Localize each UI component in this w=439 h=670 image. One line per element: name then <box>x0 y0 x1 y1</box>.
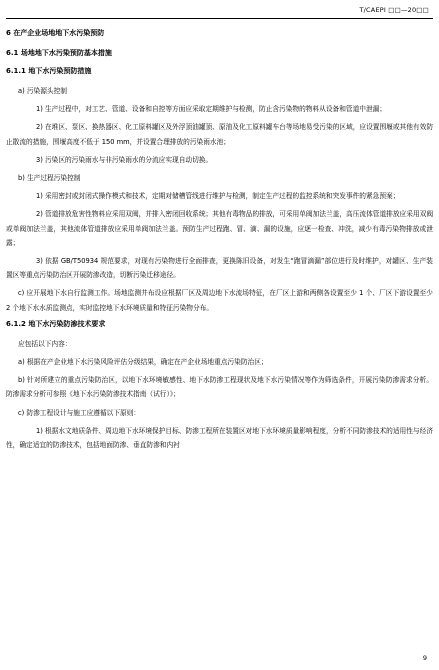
item-b-1: 1) 采用密封或封闭式操作模式和技术，定期对储槽管线进行维护与检测，制定生产过程的监控系统和突发事件的紧急预案； <box>36 192 400 201</box>
section-heading-6-1: 6.1 场地地下水污染预防基本措施 <box>6 49 112 57</box>
requirement-c-1: 1) 根据水文地质条件、周边地下水环境保护目标、防渗工程所在装置区对地下水环境质量影响程度，分析不同防渗技术的适用性与经济性，确定适宜的防渗技术，包括地面防渗、垂直防渗和内衬 <box>6 426 433 450</box>
requirement-b: b) 针对所建立的重点污染防治区，以地下水环境敏感性、地下水防渗工程现状及地下水污染情况等作为筛选条件，开展污染防渗需求分析。防渗需求分析可参照《地下水污染防渗技术指南（试行）》； <box>6 376 433 399</box>
item-a-3: 3) 污染区的污染雨水与非污染雨水的分流应实现自动切换。 <box>36 155 213 164</box>
section-heading-6: 6 在产企业场地地下水污染预防 <box>6 29 105 37</box>
item-c: c) 应开展地下水自行监测工作。场地监测井布设应根据厂区及周边地下水流场特征，在厂区上游和两侧各设置至少 1 个、厂区下游设置至少 2 个地下水水质监测点，实时监控地下水环境质量和特征污染物分布。 <box>6 289 433 312</box>
item-b-2: 2) 管道排放危害性物料应采用双阀，并排入密闭回收系统；其他有毒物品的排放，可采用单阀加法兰盖，高压流体管道排放应采用双阀或单阀加法兰盖，其他流体管道排放应采用单阀加法兰盖。预防生产过程跑、冒、滴、漏的设施，应逐一检查、冲洗，减少有毒污染物排放或泄露； <box>6 210 433 247</box>
item-a-1: 1) 生产过程中，对工艺、管道、设备和自控等方面应采取定期维护与检测，防止含污染物的物料从设备和管道中泄漏； <box>36 105 387 114</box>
item-a-label: a) 污染源头控制 <box>18 87 67 95</box>
section-heading-6-1-1: 6.1.1 地下水污染预防措施 <box>6 67 92 75</box>
requirement-a: a) 根据在产企业地下水污染风险评估分级结果，确定在产企业场地重点污染防治区； <box>18 358 268 367</box>
section-heading-6-1-2: 6.1.2 地下水污染防渗技术要求 <box>6 319 106 328</box>
header-rule <box>6 18 433 19</box>
item-a-2: 2) 在堆区、泵区、换热器区、化工原料罐区及外浮顶油罐顶、原油及化工原料罐车台等场地易受污染的区域，应设置围堰或其他有效防止散流的措施，围堰高度不低于 150 mm，并设置合理排放的污染雨水池； <box>6 123 433 146</box>
document-body <box>6 26 433 456</box>
page-number: 9 <box>422 654 427 662</box>
requirements-intro: 应包括以下内容： <box>18 339 72 348</box>
document-code: T/CAEPI □□—20□□ <box>359 6 429 14</box>
requirement-c: c) 防渗工程设计与施工应遵循以下原则： <box>18 408 141 417</box>
item-b-label: b) 生产过程污染控制 <box>18 174 81 183</box>
item-b-3: 3) 依据 GB/T50934 规范要求，对现有污染物进行全面排查，更换陈旧设备，对发生“跑冒滴漏”部位进行及时维护，对罐区、生产装置区等重点污染防治区开展防渗改造，切断污染迁移途径。 <box>6 257 433 280</box>
